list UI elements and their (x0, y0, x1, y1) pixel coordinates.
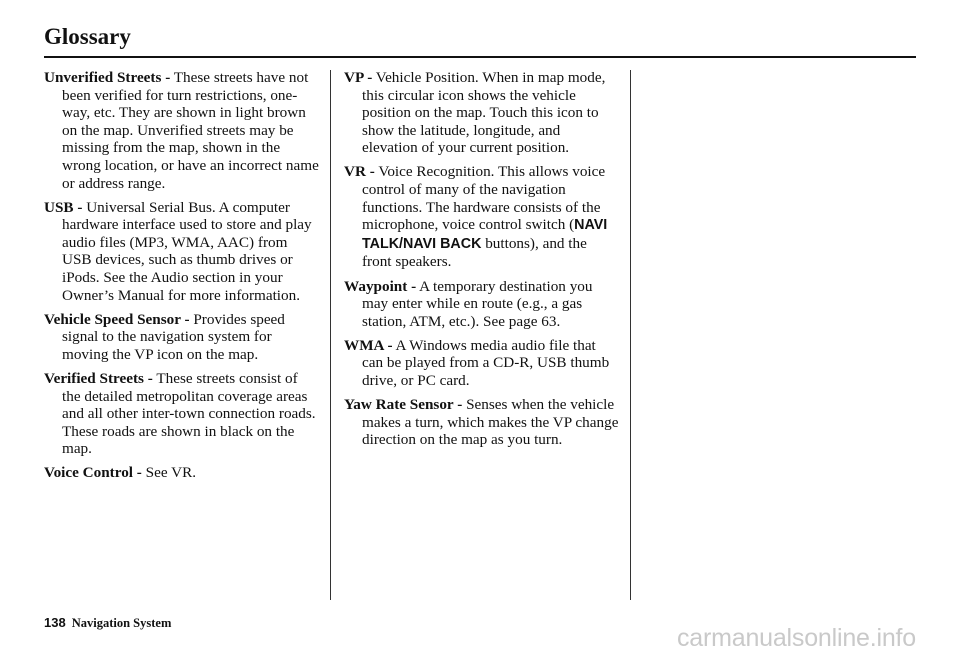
glossary-entry-yaw-rate-sensor (344, 396, 619, 449)
glossary-term: Vehicle Speed Sensor - (44, 310, 190, 328)
glossary-term: VP - (344, 69, 373, 86)
button-names: NAVI TALK/NAVI BACK (362, 217, 608, 252)
glossary-term: VR - (344, 163, 375, 181)
page-footer (44, 615, 171, 631)
watermark: carmanualsonline.info (676, 624, 916, 652)
page-title: Glossary (44, 24, 131, 49)
glossary-definition: Senses when the vehicle makes a turn, which makes the VP change direction on the map as you turn. (362, 396, 619, 449)
glossary-definition: Voice Recognition. This allows voice control of many of the navigation functions. The hardware consists of the microphone, voice control switch ( (362, 163, 606, 234)
glossary-term: Voice Control - (44, 464, 142, 482)
glossary-definition: A Windows media audio file that can be played from a CD-R, USB thumb drive, or PC card. (362, 336, 610, 389)
glossary-definition: See VR. (141, 464, 197, 482)
column-divider-right (630, 70, 631, 600)
glossary-entry-wma (344, 337, 619, 390)
column-divider-left (330, 70, 331, 600)
page-number: 138 (44, 615, 66, 630)
glossary-definition: These streets have not been verified for turn restrictions, one-way, etc. They are shown in light brown on the map. Unverified streets may be missing from the map, shown in the wrong location, or have an incorrect name or address range. (62, 69, 319, 192)
glossary-entry-vr (344, 163, 619, 271)
glossary-definition: Vehicle Position. When in map mode, this circular icon shows the vehicle position on the map. Touch this icon to show the latitude, longitude, and elevation of your current position. (362, 69, 606, 157)
glossary-term: Verified Streets - (44, 370, 153, 387)
glossary-entry-vehicle-speed-sensor (44, 311, 319, 364)
glossary-entry-vp (344, 69, 619, 157)
glossary-entry-voice-control (44, 464, 319, 482)
glossary-definition: Provides speed signal to the navigation system for moving the VP icon on the map. (62, 310, 285, 363)
glossary-column-left (44, 69, 319, 489)
glossary-entry-waypoint (344, 278, 619, 331)
glossary-entry-verified-streets (44, 370, 319, 458)
glossary-term: WMA - (344, 336, 393, 354)
glossary-term: Waypoint - (344, 277, 417, 295)
footer-title: Navigation System (71, 616, 172, 630)
title-divider (44, 56, 916, 58)
glossary-term: Yaw Rate Sensor - (344, 396, 463, 414)
glossary-column-right (344, 69, 619, 455)
glossary-definition-continued: buttons), and the front speakers. (362, 234, 587, 271)
glossary-definition: Universal Serial Bus. A computer hardware interface used to store and play audio files (MP3, WMA, AAC) from USB devices, such as thumb drives or iPods. See the Audio section in your Owner’s Manual for more information. (62, 198, 312, 304)
glossary-term: Unverified Streets - (44, 69, 171, 86)
glossary-entry-unverified-streets (44, 69, 319, 192)
glossary-entry-usb (44, 199, 319, 305)
glossary-definition: A temporary destination you may enter while en route (e.g., a gas station, ATM, etc.). See page 63. (362, 277, 593, 330)
glossary-definition: These streets consist of the detailed metropolitan coverage areas and all other inter-town connection roads. These roads are shown in black on the map. (62, 370, 316, 458)
glossary-term: USB - (44, 198, 83, 216)
